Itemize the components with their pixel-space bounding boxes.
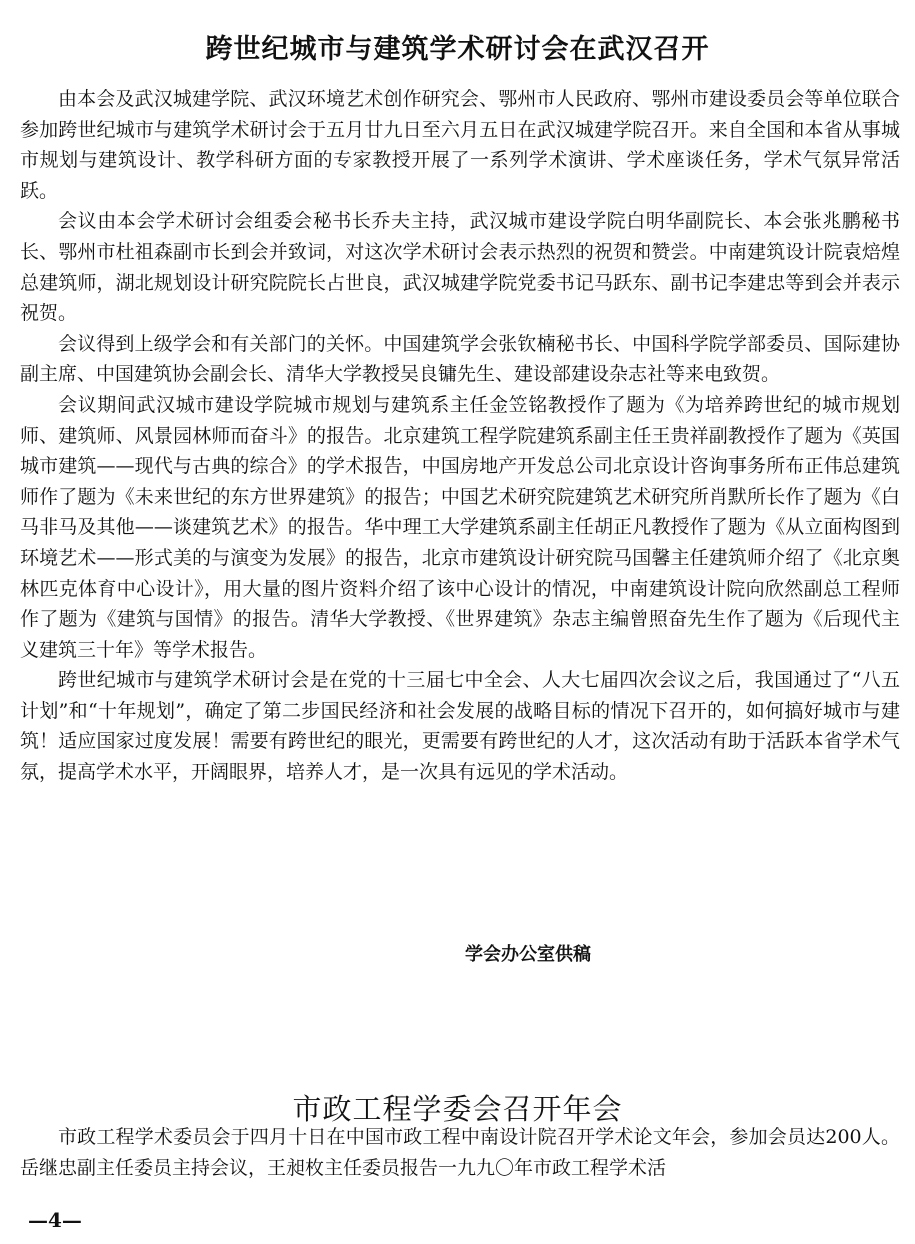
article-1-paragraph-5: 跨世纪城市与建筑学术研讨会是在党的十三届七中全会、人大七届四次会议之后，我国通过了“八五计划”和“十年规划”，确定了第二步国民经济和社会发展的战略目标的情况下召开的，如何搞好城市与建筑！适应国家过度发展！需要有跨世纪的眼光，更需要有跨世纪的人才，这次活动有助于活跃本省学术气氛，提高学术水平，开阔眼界，培养人才，是一次具有远见的学术活动。: [20, 669, 900, 784]
article-1-paragraph-4: 会议期间武汉城市建设学院城市规划与建筑系主任金笠铭教授作了题为《为培养跨世纪的城市规划师、建筑师、风景园林师而奋斗》的报告。北京建筑工程学院建筑系副主任王贵祥副教授作了题为《英国城市建筑——现代与古典的综合》的学术报告，中国房地产开发总公司北京设计咨询事务所布正伟总建筑师作了题为《未来世纪的东方世界建筑》的报告；中国艺术研究院建筑艺术研究所肖默所长作了题为《白马非马及其他——谈建筑艺术》的报告。华中理工大学建筑系副主任胡正凡教授作了题为《从立面构图到环境艺术——形式美的与演变为发展》的报告，北京市建筑设计研究院马国馨主任建筑师介绍了《北京奥林匹克体育中心设计》，用大量的图片资料介绍了该中心设计的情况，中南建筑设计院向欣然副总工程师作了题为《建筑与国情》的报告。清华大学教授、《世界建筑》杂志主编曾照奋先生作了题为《后现代主义建筑三十年》等学术报告。: [20, 393, 900, 661]
article-1-paragraph-1: 由本会及武汉城建学院、武汉环境艺术创作研究会、鄂州市人民政府、鄂州市建设委员会等单位联合参加跨世纪城市与建筑学术研讨会于五月廿九日至六月五日在武汉城建学院召开。来自全国和本省从事城市规划与建筑设计、教学科研方面的专家教授开展了一系列学术演讲、学术座谈任务，学术气氛异常活跃。: [20, 88, 900, 202]
article-1-source: 学会办公室供稿: [465, 944, 591, 965]
article-1-paragraph-2: 会议由本会学术研讨会组委会秘书长乔夫主持，武汉城市建设学院白明华副院长、本会张兆鹏秘书长、鄂州市杜祖森副市长到会并致词，对这次学术研讨会表示热烈的祝贺和赞尝。中南建筑设计院袁焙煌总建筑师，湖北规划设计研究院院长占世良，武汉城建学院党委书记马跃东、副书记李建忠等到会并表示祝贺。: [20, 210, 900, 325]
article-2-body: [20, 1122, 900, 1184]
article-1-body: [20, 84, 900, 788]
article-2-title: 市政工程学委会召开年会: [292, 1092, 623, 1127]
page-number: —4—: [28, 1208, 82, 1232]
article-1-paragraph-3: 会议得到上级学会和有关部门的关怀。中国建筑学会张钦楠秘书长、中国科学院学部委员、国际建协副主席、中国建筑协会副会长、清华大学教授吴良镛先生、建设部建设杂志社等来电致贺。: [20, 332, 900, 386]
article-2-paragraph-1: 市政工程学术委员会于四月十日在中国市政工程中南设计院召开学术论文年会，参加会员达200人。岳继忠副主任委员主持会议，王昶枚主任委员报告一九九〇年市政工程学术活: [20, 1126, 900, 1179]
article-1-title: 跨世纪城市与建筑学术研讨会在武汉召开: [205, 34, 710, 66]
